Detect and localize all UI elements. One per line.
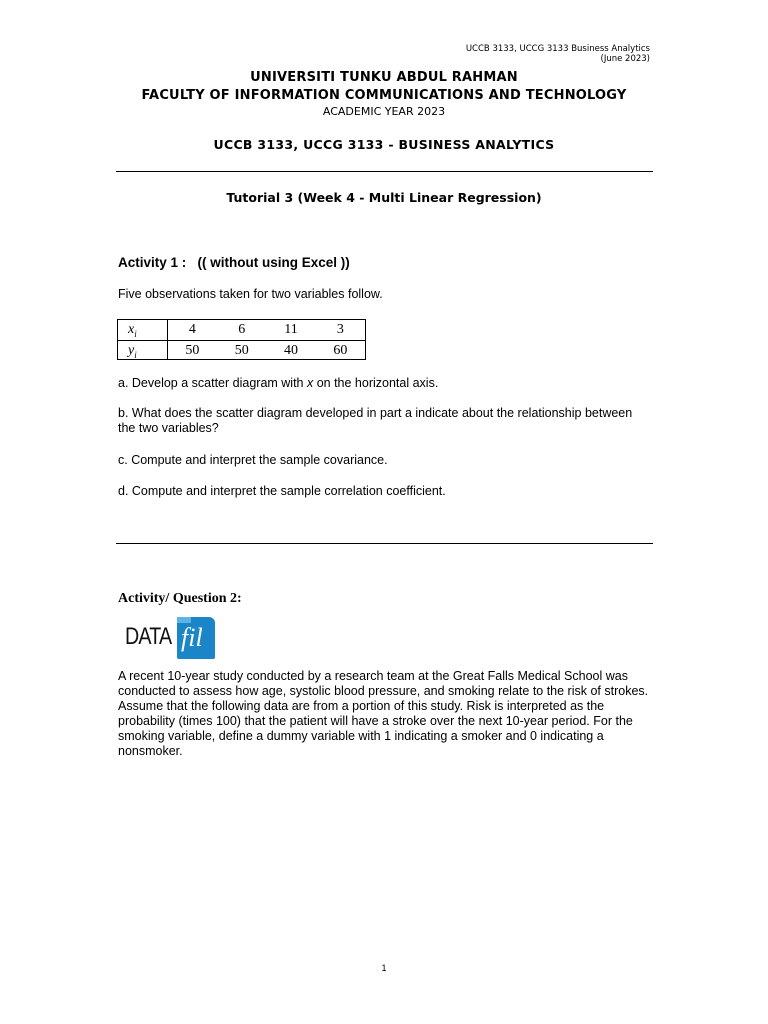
question-c: c. Compute and interpret the sample covariance.	[118, 453, 388, 467]
course-title: UCCB 3133, UCCG 3133 - BUSINESS ANALYTICS	[213, 137, 555, 152]
academic-year: ACADEMIC YEAR 2023	[322, 105, 446, 118]
y-row	[118, 341, 365, 361]
question-d: d. Compute and interpret the sample correlation coefficient.	[118, 484, 446, 498]
question-b: b. What does the scatter diagram developed in part a indicate about the relationship between the two variables?	[118, 406, 633, 435]
x-row	[118, 320, 365, 341]
question-a: a. Develop a scatter diagram with x on the horizontal axis.	[118, 376, 439, 390]
activity1-heading: Activity 1 : (( without using Excel ))	[118, 255, 350, 270]
activity1-intro: Five observations taken for two variables follow.	[118, 287, 383, 301]
y-value: 50	[234, 343, 249, 358]
divider	[116, 543, 653, 544]
datafile-logo-suffix: fil	[181, 623, 203, 652]
activity2-paragraph: A recent 10-year study conducted by a research team at the Great Falls Medical School was conducted to assess how age, systolic blood pressure, and smoking relate to the risk of strokes. Assume that the following data are from a portion of this study. Risk is interpreted as the probability (times 100) that the patient will have a stroke over the next 10-year period. For the smoking variable, define a dummy variable with 1 indicating a smoker and 0 indicating a nonsmoker.	[118, 669, 649, 758]
tutorial-title: Tutorial 3 (Week 4 - Multi Linear Regression)	[226, 190, 542, 205]
folder-icon	[177, 617, 215, 659]
divider	[116, 171, 653, 172]
y-value: 50	[185, 343, 200, 358]
y-label: $y_i$	[118, 341, 167, 361]
activity2-heading: Activity/ Question 2:	[118, 591, 242, 606]
y-value: 60	[333, 343, 348, 358]
x-value: 6	[217, 320, 266, 341]
x-value: 4	[167, 320, 217, 341]
y-value: 40	[284, 343, 298, 358]
header-course-line: UCCB 3133, UCCG 3133 Business Analytics	[465, 44, 650, 54]
header-date-line: (June 2023)	[600, 54, 650, 64]
university-name: UNIVERSITI TUNKU ABDUL RAHMAN	[250, 70, 518, 85]
datafile-logo	[125, 615, 215, 665]
page-number: 1	[381, 963, 387, 973]
datafile-logo-text: DATA	[125, 623, 172, 650]
x-label: $x_i$	[118, 320, 167, 341]
faculty-name: FACULTY OF INFORMATION COMMUNICATIONS AND TECHNOLOGY	[141, 88, 627, 103]
x-value: 11	[266, 320, 315, 341]
x-value: 3	[316, 320, 365, 341]
observations-table	[117, 319, 366, 360]
